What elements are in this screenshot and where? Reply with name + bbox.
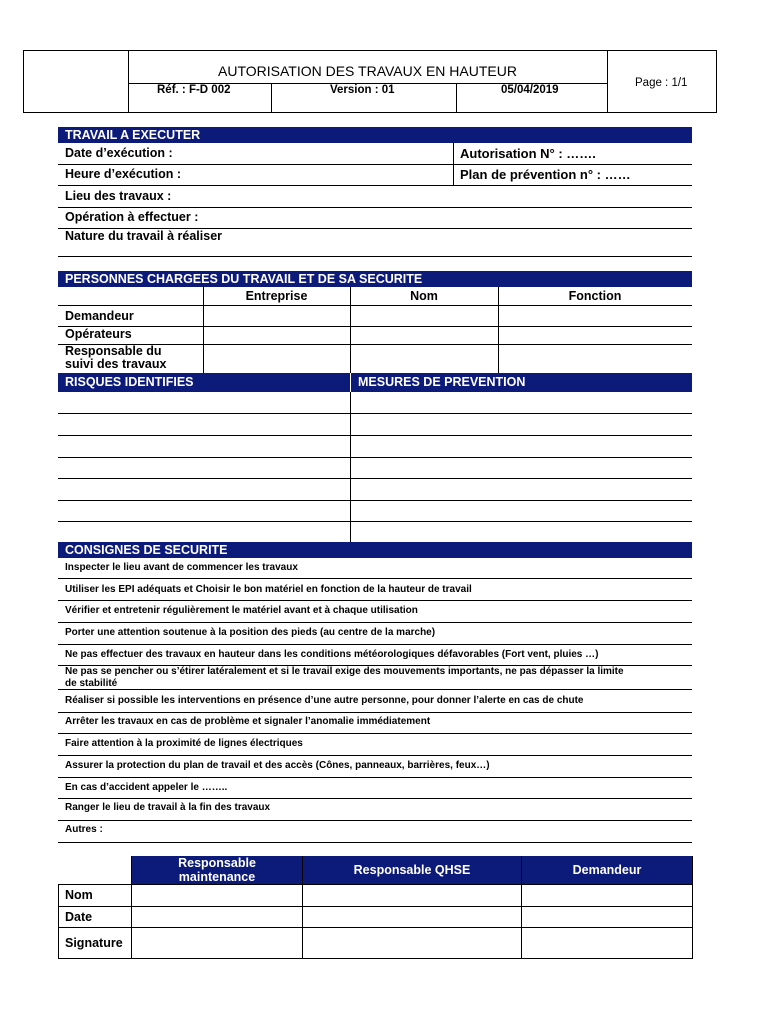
document-version: Version : 01 [330,84,395,96]
row-demandeur: Demandeur [65,309,134,323]
document-ref: Réf. : F-D 002 [157,84,231,96]
autorisation-label: Autorisation N° : ……. [460,146,596,161]
lieu-label: Lieu des travaux : [65,189,172,203]
personnes-heading: PERSONNES CHARGEES DU TRAVAIL ET DE SA SECURITE [58,271,692,287]
consignes-heading: CONSIGNES DE SECURITE [58,542,692,558]
consigne-item: Assurer la protection du plan de travail et des accès (Cônes, panneaux, barrières, feux…) [65,760,490,771]
consigne-item: Ranger le lieu de travail à la fin des travaux [65,802,271,813]
consigne-item: Ne pas se pencher ou s’étirer latéralement et si le travail exige des mouvements importants, ne pas dépasser la limite [65,666,624,677]
nature-label: Nature du travail à réaliser [65,229,223,243]
sig-col-qhse: Responsable QHSE [353,863,471,877]
consigne-item: de stabilité [65,678,118,689]
col-entreprise: Entreprise [245,289,308,303]
travail-heading: TRAVAIL A EXECUTER [58,127,692,143]
consigne-item: En cas d’accident appeler le …….. [65,782,228,793]
risques-heading: RISQUES IDENTIFIES [58,373,350,392]
col-nom: Nom [410,289,438,303]
page-number: Page : 1/1 [635,77,688,89]
document-title: AUTORISATION DES TRAVAUX EN HAUTEUR [218,63,517,79]
sig-col-responsable: Responsable [178,856,256,870]
consigne-item: Faire attention à la proximité de lignes électriques [65,738,303,749]
sig-row-date: Date [65,910,93,924]
sig-row-signature: Signature [65,936,123,950]
heure-execution-label: Heure d’exécution : [65,167,181,181]
sig-row-nom: Nom [65,888,93,902]
plan-prevention-label: Plan de prévention n° : …… [460,167,631,182]
sig-col-demandeur: Demandeur [572,863,642,877]
sig-col-maintenance: maintenance [178,870,256,884]
consigne-item: Porter une attention soutenue à la position des pieds (au centre de la marche) [65,627,436,638]
consigne-item: Vérifier et entretenir régulièrement le matériel avant et à chaque utilisation [65,605,418,616]
operation-label: Opération à effectuer : [65,210,199,224]
mesures-heading: MESURES DE PREVENTION [351,373,692,392]
consigne-item: Réaliser si possible les interventions en présence d’une autre personne, pour donner l’alerte en cas de chute [65,695,584,706]
consigne-item: Arrêter les travaux en cas de problème et signaler l’anomalie immédiatement [65,716,431,727]
consigne-item: Autres : [65,824,103,835]
row-operateurs: Opérateurs [65,327,132,341]
row-responsable-line1: Responsable du [65,344,162,358]
consigne-item: Utiliser les EPI adéquats et Choisir le bon matériel en fonction de la hauteur de travail [65,584,472,595]
date-execution-label: Date d’exécution : [65,146,173,160]
consigne-item: Ne pas effectuer des travaux en hauteur dans les conditions météorologiques défavorables (Fort vent, pluies …) [65,649,599,660]
col-fonction: Fonction [568,289,622,303]
row-responsable-line2: suivi des travaux [65,357,167,371]
consigne-item: Inspecter le lieu avant de commencer les travaux [65,562,298,573]
document-date: 05/04/2019 [501,84,559,96]
